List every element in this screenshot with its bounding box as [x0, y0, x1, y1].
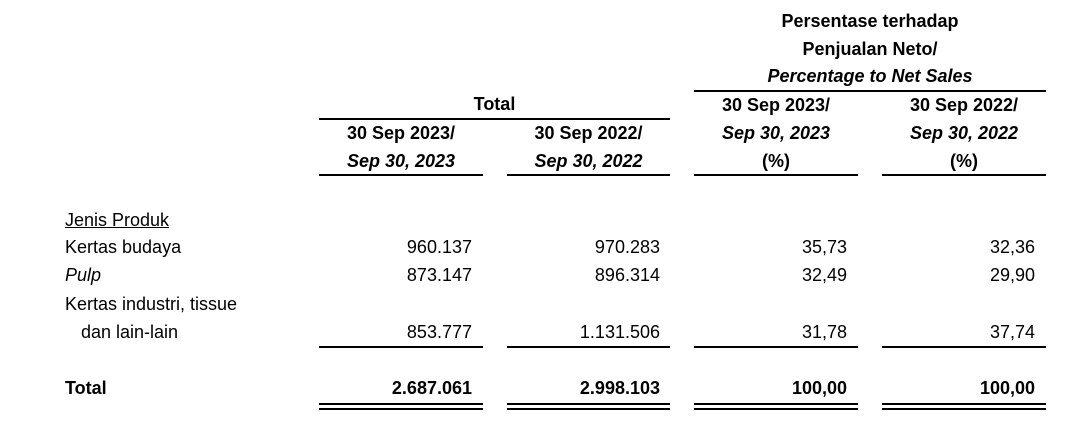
column-header-underline	[694, 174, 858, 176]
cell-total-2023: 853.777	[406, 322, 472, 342]
cell-pct-2023: 32,49	[801, 265, 847, 285]
percentage-group-line1: Persentase terhadap	[781, 11, 959, 31]
row-label: dan lain-lain	[81, 322, 179, 342]
column-header-line2: Sep 30, 2022	[909, 123, 1019, 143]
column-header-underline	[882, 174, 1046, 176]
total-row	[0, 374, 1068, 402]
cell-total-2022: 970.283	[594, 237, 660, 257]
row-label: Pulp	[65, 265, 102, 285]
cell-total-2022: 896.314	[594, 265, 660, 285]
percentage-group-line2: Penjualan Neto/	[802, 39, 938, 59]
double-rule-bottom	[319, 408, 483, 410]
column-header-line1: 30 Sep 2023/	[721, 95, 831, 115]
subtotal-rule	[319, 346, 483, 348]
column-header-line2: Sep 30, 2022	[534, 151, 643, 171]
cell-total-2023: 873.147	[406, 265, 472, 285]
table-row	[0, 318, 1068, 346]
subtotal-rule	[507, 346, 670, 348]
table-row	[0, 233, 1068, 261]
subtotal-rule	[694, 346, 858, 348]
cell-pct-2023: 31,78	[801, 322, 847, 342]
column-header-underline	[319, 174, 483, 176]
column-header-line1: 30 Sep 2022/	[909, 95, 1019, 115]
section-title: Jenis Produk	[65, 210, 170, 230]
double-rule-bottom	[507, 408, 670, 410]
total-row-label: Total	[65, 378, 107, 398]
row-label: Kertas industri, tissue	[65, 294, 238, 314]
cell-pct-2022: 100,00	[979, 378, 1035, 398]
column-header-line1: 30 Sep 2023/	[346, 123, 456, 143]
subtotal-rule	[882, 346, 1046, 348]
percentage-group-line3: Percentage to Net Sales	[767, 66, 973, 86]
column-header-line2: Sep 30, 2023	[346, 151, 456, 171]
cell-pct-2022: 32,36	[989, 237, 1035, 257]
column-header-underline	[507, 174, 670, 176]
row-label: Kertas budaya	[65, 237, 182, 257]
double-rule-top	[882, 403, 1046, 405]
column-header-line3: (%)	[950, 151, 978, 171]
cell-total-2022: 2.998.103	[579, 378, 660, 398]
cell-total-2023: 960.137	[406, 237, 472, 257]
cell-pct-2022: 37,74	[989, 322, 1035, 342]
double-rule-top	[507, 403, 670, 405]
double-rule-bottom	[694, 408, 858, 410]
cell-total-2023: 2.687.061	[391, 378, 472, 398]
total-group-title: Total	[473, 94, 516, 114]
table-row	[0, 290, 1068, 318]
double-rule-bottom	[882, 408, 1046, 410]
double-rule-top	[694, 403, 858, 405]
double-rule-top	[319, 403, 483, 405]
cell-pct-2023: 100,00	[791, 378, 847, 398]
cell-total-2022: 1.131.506	[579, 322, 660, 342]
cell-pct-2022: 29,90	[989, 265, 1035, 285]
column-header-line1: 30 Sep 2022/	[534, 123, 643, 143]
column-header-line3: (%)	[762, 151, 790, 171]
cell-pct-2023: 35,73	[801, 237, 847, 257]
table-row	[0, 261, 1068, 289]
column-header-line2: Sep 30, 2023	[721, 123, 831, 143]
